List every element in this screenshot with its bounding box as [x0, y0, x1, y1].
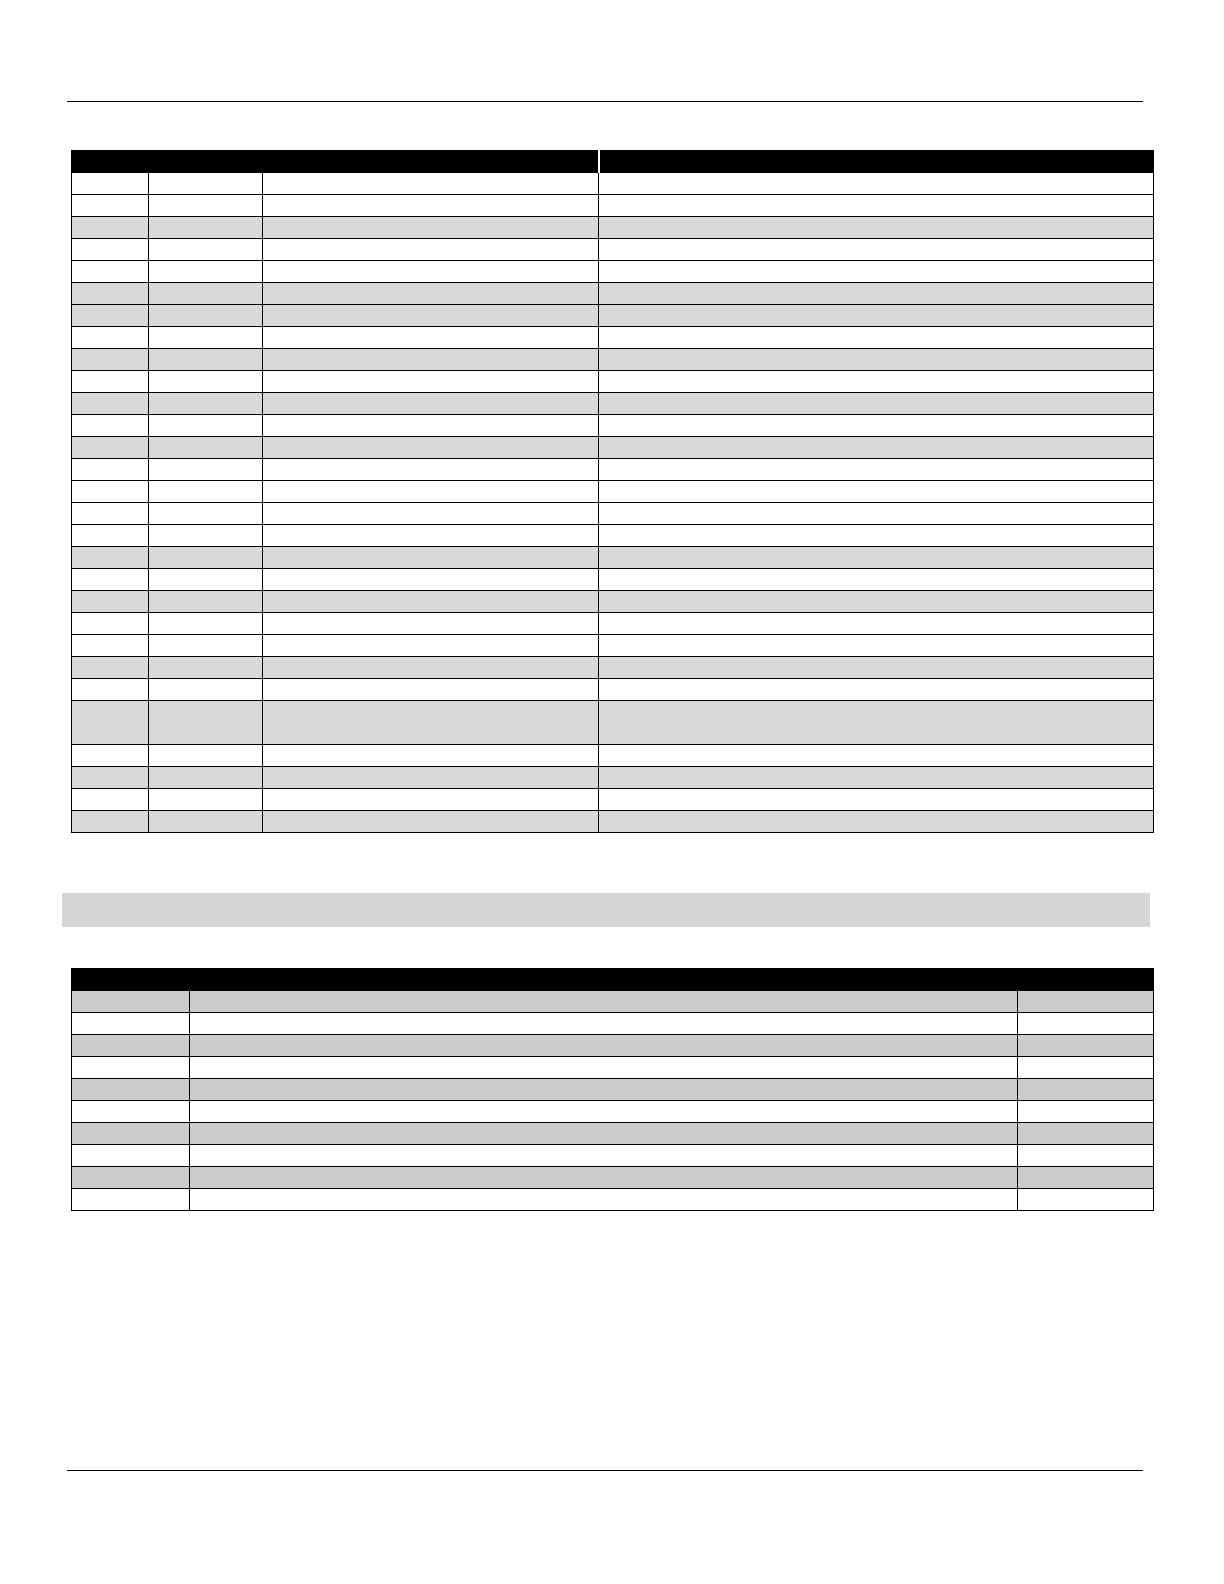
section-heading-band — [62, 893, 1150, 927]
table-cell — [72, 305, 149, 327]
table-row — [72, 393, 1154, 415]
table-cell — [149, 283, 263, 305]
table-row — [72, 371, 1154, 393]
table-cell — [72, 789, 149, 811]
table-cell — [190, 1013, 1018, 1035]
table-cell — [72, 1167, 190, 1189]
table-cell — [149, 261, 263, 283]
table-row — [72, 811, 1154, 833]
table-row — [72, 327, 1154, 349]
table-row — [72, 239, 1154, 261]
table-cell — [263, 217, 599, 239]
table-cell — [72, 1101, 190, 1123]
table-row — [72, 217, 1154, 239]
table-row — [72, 305, 1154, 327]
table-cell — [149, 393, 263, 415]
table-cell — [599, 811, 1154, 833]
table-cell — [263, 745, 599, 767]
table-cell — [599, 459, 1154, 481]
table-cell — [72, 635, 149, 657]
table-row — [72, 547, 1154, 569]
table-row — [72, 657, 1154, 679]
table-cell — [1018, 1189, 1154, 1211]
table-cell — [599, 789, 1154, 811]
table-cell — [72, 437, 149, 459]
table-cell — [599, 591, 1154, 613]
table-cell — [190, 1101, 1018, 1123]
table-2-body — [72, 991, 1154, 1211]
table-cell — [263, 569, 599, 591]
table-cell — [149, 415, 263, 437]
table-cell — [263, 503, 599, 525]
table-cell — [149, 569, 263, 591]
table-row — [72, 173, 1154, 195]
table-cell — [599, 613, 1154, 635]
table-cell — [599, 745, 1154, 767]
table-row — [72, 525, 1154, 547]
table-cell — [72, 547, 149, 569]
table-cell — [599, 195, 1154, 217]
table-cell — [599, 283, 1154, 305]
table-cell — [599, 327, 1154, 349]
table-cell — [190, 991, 1018, 1013]
table-cell — [149, 591, 263, 613]
table-cell — [599, 547, 1154, 569]
table-cell — [72, 173, 149, 195]
table-row — [72, 283, 1154, 305]
table-cell — [72, 991, 190, 1013]
table-row — [72, 1101, 1154, 1123]
table-cell — [149, 811, 263, 833]
table-cell — [149, 635, 263, 657]
table-cell — [72, 415, 149, 437]
table-cell — [72, 1079, 190, 1101]
table-cell — [72, 569, 149, 591]
table-row — [72, 569, 1154, 591]
table-cell — [263, 415, 599, 437]
table-cell — [1018, 1101, 1154, 1123]
table-row — [72, 745, 1154, 767]
table-cell — [599, 173, 1154, 195]
table-cell — [149, 349, 263, 371]
table-cell — [263, 657, 599, 679]
footer-rule — [67, 1470, 1143, 1471]
table-cell — [599, 679, 1154, 701]
table-cell — [190, 1035, 1018, 1057]
table-row — [72, 437, 1154, 459]
table-cell — [263, 459, 599, 481]
table-row — [72, 991, 1154, 1013]
table-1 — [71, 150, 1154, 833]
table-1-header-left — [72, 151, 599, 173]
table-cell — [190, 1145, 1018, 1167]
table-cell — [72, 503, 149, 525]
table-row — [72, 503, 1154, 525]
table-cell — [263, 371, 599, 393]
table-cell — [190, 1189, 1018, 1211]
table-cell — [149, 305, 263, 327]
table-cell — [72, 283, 149, 305]
table-cell — [599, 217, 1154, 239]
table-cell — [72, 459, 149, 481]
table-cell — [263, 701, 599, 745]
table-cell — [72, 767, 149, 789]
table-cell — [72, 1145, 190, 1167]
table-cell — [72, 195, 149, 217]
table-cell — [72, 327, 149, 349]
table-cell — [263, 437, 599, 459]
table-cell — [72, 1057, 190, 1079]
table-cell — [263, 283, 599, 305]
table-cell — [599, 481, 1154, 503]
table-cell — [599, 657, 1154, 679]
table-cell — [263, 305, 599, 327]
table-cell — [149, 503, 263, 525]
table-cell — [149, 327, 263, 349]
table-row — [72, 1079, 1154, 1101]
table-row — [72, 591, 1154, 613]
table-row — [72, 1057, 1154, 1079]
table-cell — [149, 701, 263, 745]
table-row — [72, 679, 1154, 701]
table-cell — [263, 811, 599, 833]
table-row — [72, 1013, 1154, 1035]
table-row — [72, 635, 1154, 657]
table-cell — [263, 261, 599, 283]
table-2 — [71, 968, 1154, 1211]
table-cell — [72, 481, 149, 503]
table-cell — [1018, 1167, 1154, 1189]
table-cell — [263, 173, 599, 195]
table-cell — [190, 1079, 1018, 1101]
table-row — [72, 415, 1154, 437]
table-row — [72, 1123, 1154, 1145]
table-cell — [263, 239, 599, 261]
table-2-header-col-2 — [190, 969, 1018, 991]
table-cell — [599, 371, 1154, 393]
table-cell — [190, 1123, 1018, 1145]
table-1-header-right — [599, 151, 1154, 173]
table-cell — [263, 195, 599, 217]
table-cell — [1018, 1145, 1154, 1167]
table-cell — [599, 635, 1154, 657]
table-row — [72, 1189, 1154, 1211]
table-row — [72, 195, 1154, 217]
table-cell — [72, 1123, 190, 1145]
table-cell — [599, 503, 1154, 525]
table-cell — [599, 525, 1154, 547]
table-cell — [263, 613, 599, 635]
table-cell — [149, 767, 263, 789]
table-cell — [190, 1057, 1018, 1079]
table-2-header-col-3 — [1018, 969, 1154, 991]
table-cell — [599, 437, 1154, 459]
table-cell — [149, 525, 263, 547]
table-cell — [599, 261, 1154, 283]
table-cell — [1018, 1079, 1154, 1101]
table-cell — [599, 767, 1154, 789]
table-cell — [72, 525, 149, 547]
table-cell — [263, 547, 599, 569]
table-cell — [1018, 1013, 1154, 1035]
table-cell — [72, 371, 149, 393]
table-cell — [599, 415, 1154, 437]
table-row — [72, 789, 1154, 811]
table-cell — [72, 679, 149, 701]
table-cell — [263, 635, 599, 657]
table-cell — [72, 1035, 190, 1057]
table-cell — [72, 745, 149, 767]
table-cell — [263, 327, 599, 349]
table-2-header-row — [72, 969, 1154, 991]
table-cell — [1018, 991, 1154, 1013]
table-cell — [72, 217, 149, 239]
table-cell — [72, 261, 149, 283]
table-cell — [599, 393, 1154, 415]
table-cell — [599, 569, 1154, 591]
table-cell — [149, 481, 263, 503]
table-cell — [599, 239, 1154, 261]
table-cell — [72, 393, 149, 415]
table-cell — [599, 305, 1154, 327]
table-cell — [149, 217, 263, 239]
table-cell — [149, 789, 263, 811]
table-cell — [149, 371, 263, 393]
table-cell — [72, 1189, 190, 1211]
table-cell — [263, 393, 599, 415]
table-cell — [72, 613, 149, 635]
table-row — [72, 701, 1154, 745]
table-2-header-col-1 — [72, 969, 190, 991]
table-cell — [263, 591, 599, 613]
table-row — [72, 481, 1154, 503]
table-cell — [149, 173, 263, 195]
table-cell — [149, 547, 263, 569]
table-cell — [149, 613, 263, 635]
table-row — [72, 1145, 1154, 1167]
table-cell — [263, 767, 599, 789]
table-cell — [149, 657, 263, 679]
table-cell — [72, 701, 149, 745]
table-cell — [72, 657, 149, 679]
table-cell — [149, 459, 263, 481]
table-cell — [190, 1167, 1018, 1189]
table-cell — [263, 679, 599, 701]
header-rule — [67, 101, 1143, 102]
table-cell — [599, 701, 1154, 745]
table-cell — [149, 437, 263, 459]
table-cell — [263, 349, 599, 371]
table-cell — [149, 239, 263, 261]
table-1-body — [72, 173, 1154, 833]
table-row — [72, 1167, 1154, 1189]
table-cell — [1018, 1035, 1154, 1057]
table-1-header-row — [72, 151, 1154, 173]
table-cell — [263, 789, 599, 811]
table-row — [72, 261, 1154, 283]
table-row — [72, 1035, 1154, 1057]
table-cell — [72, 239, 149, 261]
table-cell — [149, 679, 263, 701]
table-cell — [263, 525, 599, 547]
table-cell — [149, 745, 263, 767]
table-cell — [72, 811, 149, 833]
table-cell — [263, 481, 599, 503]
table-cell — [72, 591, 149, 613]
table-row — [72, 349, 1154, 371]
table-cell — [72, 1013, 190, 1035]
table-cell — [149, 195, 263, 217]
table-cell — [1018, 1123, 1154, 1145]
table-cell — [72, 349, 149, 371]
table-cell — [1018, 1057, 1154, 1079]
table-cell — [599, 349, 1154, 371]
table-row — [72, 613, 1154, 635]
table-row — [72, 767, 1154, 789]
table-row — [72, 459, 1154, 481]
